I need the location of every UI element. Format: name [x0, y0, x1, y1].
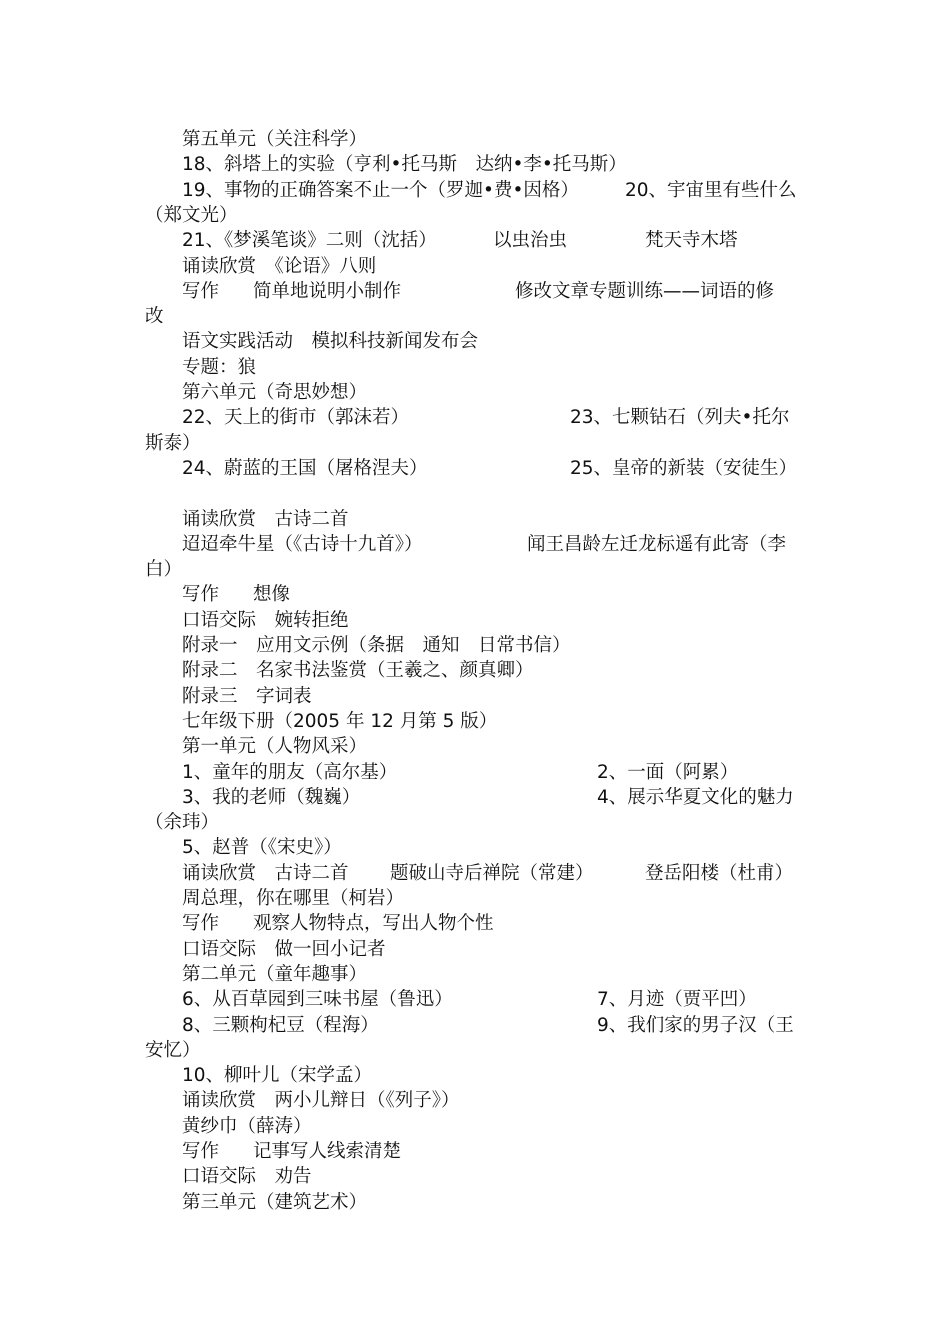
- text-segment: 诵读欣赏 两小儿辩日（《列子》）: [182, 1090, 460, 1112]
- text-line: [145, 1190, 810, 1215]
- text-segment: 写作: [182, 913, 220, 935]
- text-segment: 题破山寺后禅院（常建）: [390, 862, 594, 884]
- text-segment: 第六单元（奇思妙想）: [182, 382, 368, 403]
- text-segment: 白）: [145, 559, 183, 581]
- text-line: [145, 962, 810, 987]
- text-segment: 6、从百草园到三味书屋（鲁迅）: [182, 989, 453, 1011]
- text-line: [145, 633, 810, 658]
- text-segment: 斯泰）: [145, 432, 201, 454]
- text-segment: 修改文章专题训练——词语的修: [515, 280, 775, 302]
- text-segment: 19、事物的正确答案不止一个（罗迦•费•因格）: [182, 179, 579, 201]
- text-segment: 七年级下册（2005 年 12 月第 5 版）: [182, 710, 498, 732]
- text-segment: 以虫治虫: [493, 230, 568, 252]
- text-line: [145, 835, 810, 860]
- text-line: [145, 127, 810, 152]
- text-segment: 诵读欣赏 古诗二首: [182, 862, 349, 884]
- text-segment: 9、我们家的男子汉（王: [597, 1014, 794, 1036]
- text-segment: 语文实践活动 模拟科技新闻发布会: [182, 331, 479, 353]
- text-segment: 迢迢牵牛星（《古诗十九首》）: [182, 533, 423, 555]
- text-line: [145, 684, 810, 709]
- text-line: [145, 380, 810, 405]
- text-line: [145, 1038, 810, 1063]
- text-segment: 4、展示华夏文化的魅力: [597, 786, 794, 808]
- text-segment: 附录三 字词表: [182, 685, 312, 707]
- text-segment: 简单地说明小制作: [253, 280, 402, 302]
- text-line: [145, 1013, 810, 1038]
- text-segment: 3、我的老师（魏巍）: [182, 786, 361, 808]
- text-line: [145, 152, 810, 177]
- text-line: [145, 405, 810, 430]
- text-line: [145, 608, 810, 633]
- text-segment: 8、三颗枸杞豆（程海）: [182, 1014, 379, 1036]
- text-line: [145, 456, 810, 481]
- text-segment: 18、斜塔上的实验（亨利•托马斯 达纳•李•托马斯）: [182, 154, 627, 176]
- text-line: [145, 532, 810, 557]
- text-segment: 诵读欣赏 古诗二首: [182, 508, 349, 530]
- text-segment: 黄纱巾（薛涛）: [182, 1115, 312, 1137]
- text-segment: 第一单元（人物风采）: [182, 736, 368, 758]
- text-line: [145, 178, 810, 203]
- text-segment: 记事写人线索清楚: [253, 1141, 402, 1162]
- text-line: [145, 431, 810, 456]
- text-line: [145, 760, 810, 785]
- text-line: [145, 709, 810, 734]
- text-segment: 24、蔚蓝的王国（屠格涅夫）: [182, 457, 428, 479]
- text-line: [145, 810, 810, 835]
- text-segment: 观察人物特点，写出人物个性: [253, 913, 494, 935]
- text-segment: 7、月迹（贾平凹）: [597, 989, 757, 1011]
- text-segment: 口语交际 婉转拒绝: [182, 609, 349, 631]
- text-segment: 10、柳叶儿（宋学孟）: [182, 1065, 373, 1087]
- text-segment: 写作: [182, 584, 220, 606]
- text-segment: 写作: [182, 1141, 220, 1162]
- text-line: [145, 329, 810, 354]
- text-line: [145, 228, 810, 253]
- text-line: [145, 911, 810, 936]
- text-line: [145, 987, 810, 1012]
- text-segment: 第三单元（建筑艺术）: [182, 1191, 368, 1213]
- text-segment: 闻王昌龄左迁龙标遥有此寄（李: [527, 533, 787, 555]
- text-line: [145, 203, 810, 228]
- text-line: [145, 1088, 810, 1113]
- text-segment: 安忆）: [145, 1039, 201, 1061]
- text-line: [145, 355, 810, 380]
- text-segment: 21、《梦溪笔谈》二则（沈括）: [182, 230, 437, 252]
- text-segment: 改: [145, 306, 164, 328]
- text-line: [145, 304, 810, 329]
- text-line: [145, 507, 810, 532]
- text-segment: 22、天上的街市（郭沫若）: [182, 407, 410, 429]
- text-line: [145, 254, 810, 279]
- text-line: [145, 1114, 810, 1139]
- text-segment: 诵读欣赏 《论语》八则: [182, 255, 377, 277]
- text-line: [145, 861, 810, 886]
- text-line: [145, 1139, 810, 1164]
- text-segment: 20、宇宙里有些什么: [625, 179, 797, 201]
- text-line: [145, 1063, 810, 1088]
- text-segment: 附录一 应用文示例（条据 通知 日常书信）: [182, 635, 571, 656]
- text-segment: 第二单元（童年趣事）: [182, 963, 368, 985]
- text-segment: 5、赵普（《宋史》）: [182, 837, 342, 859]
- text-segment: （郑文光）: [145, 204, 238, 226]
- text-segment: 登岳阳楼（杜甫）: [645, 862, 794, 884]
- text-segment: 周总理，你在哪里（柯岩）: [182, 888, 405, 909]
- text-segment: 25、皇帝的新装（安徒生）: [570, 457, 798, 479]
- text-line: [145, 658, 810, 683]
- text-line: [145, 279, 810, 304]
- text-line: [145, 582, 810, 607]
- text-segment: 附录二 名家书法鉴赏（王羲之、颜真卿）: [182, 660, 534, 682]
- text-segment: 梵天寺木塔: [645, 230, 738, 252]
- text-line: [145, 734, 810, 759]
- text-segment: 23、七颗钻石（列夫•托尔: [570, 407, 790, 429]
- text-line: [145, 937, 810, 962]
- text-line: [145, 1164, 810, 1189]
- text-line: [145, 886, 810, 911]
- text-segment: 口语交际 做一回小记者: [182, 938, 386, 960]
- text-segment: 专题：狼: [182, 356, 257, 378]
- text-line: [145, 785, 810, 810]
- text-segment: 口语交际 劝告: [182, 1166, 312, 1188]
- text-line: [145, 481, 810, 506]
- text-segment: 写作: [182, 280, 220, 302]
- text-segment: 第五单元（关注科学）: [182, 129, 368, 150]
- text-segment: 2、一面（阿累）: [597, 761, 739, 783]
- text-line: [145, 557, 810, 582]
- text-segment: 想像: [253, 584, 291, 606]
- text-segment: （余玮）: [145, 812, 220, 834]
- text-segment: 1、童年的朋友（高尔基）: [182, 761, 398, 783]
